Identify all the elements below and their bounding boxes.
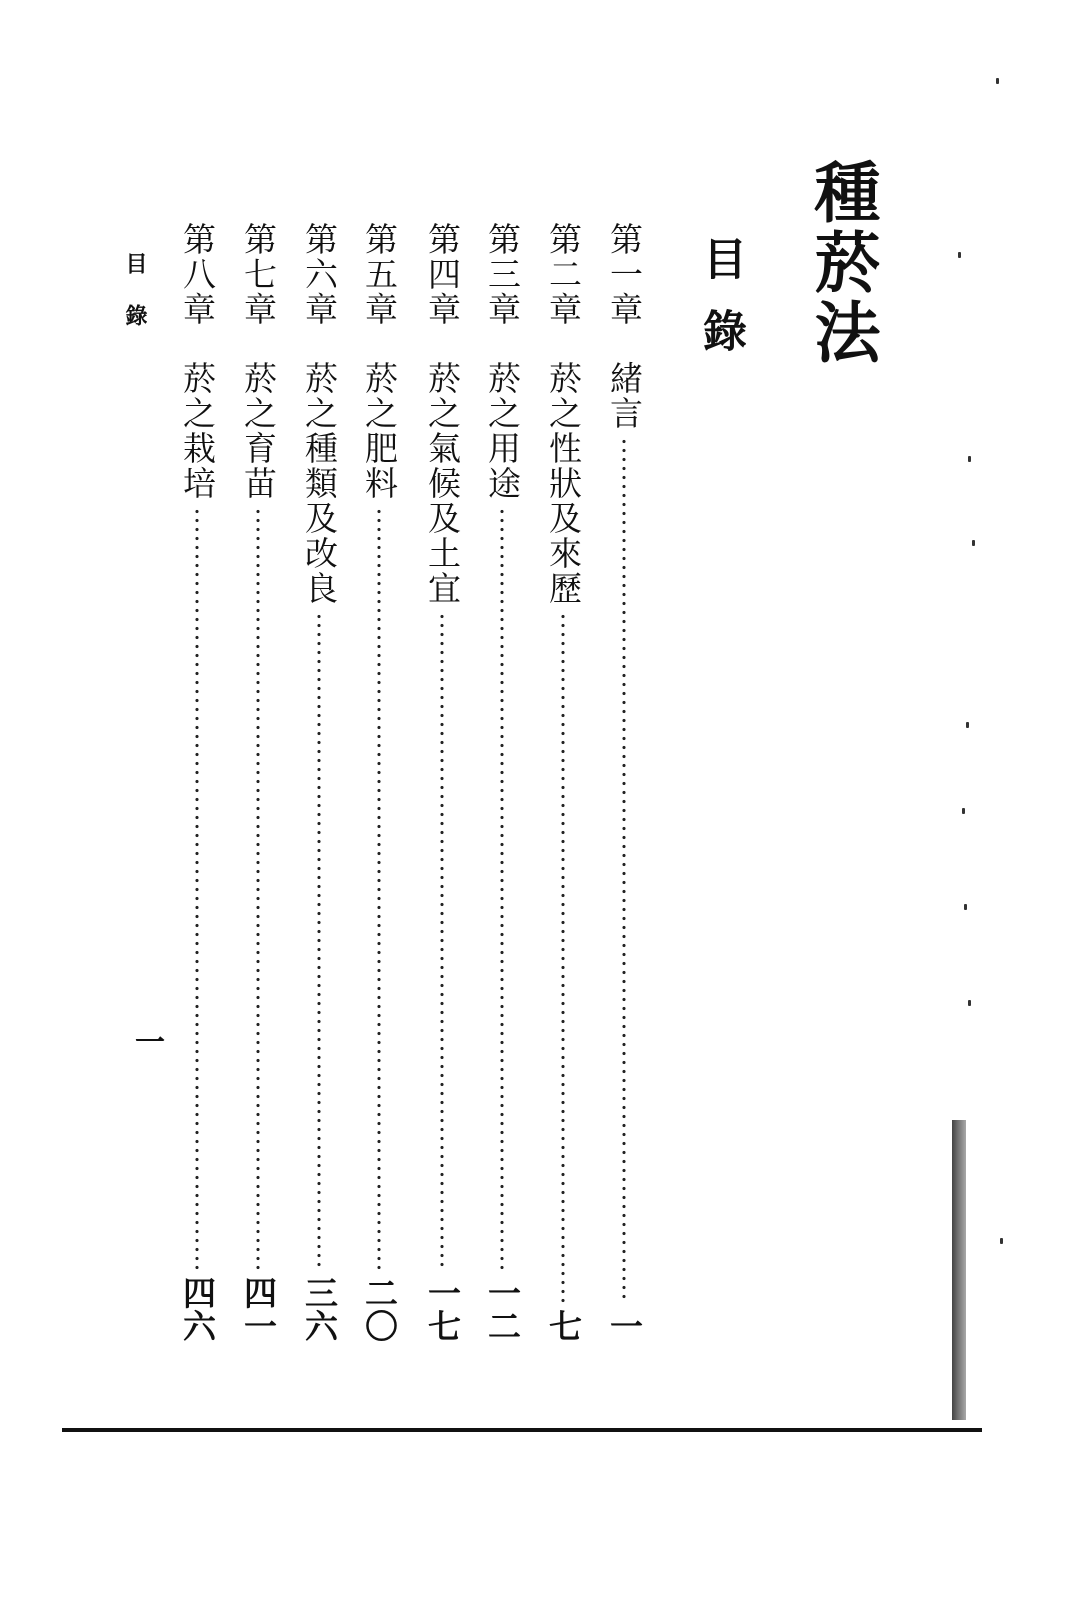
page-ref: 四一 bbox=[239, 1276, 278, 1342]
chapter-title: 菸之肥料 bbox=[360, 361, 399, 501]
bottom-rule bbox=[62, 1428, 982, 1432]
chapter-number: 第一章 bbox=[605, 222, 644, 327]
toc-entry bbox=[602, 222, 646, 1342]
chapter-title: 菸之種類及改良 bbox=[300, 361, 339, 606]
toc-entry bbox=[175, 222, 219, 1342]
toc-entry bbox=[357, 222, 401, 1342]
toc-entry bbox=[541, 222, 585, 1342]
chapter-title: 菸之性狀及來歷 bbox=[544, 361, 583, 606]
chapter-number: 第六章 bbox=[300, 222, 339, 327]
chapter-number: 第二章 bbox=[544, 222, 583, 327]
page-ref: 一七 bbox=[423, 1276, 462, 1342]
chapter-title: 菸之用途 bbox=[483, 361, 522, 501]
dot-leader bbox=[377, 507, 381, 1270]
scan-speck bbox=[1000, 1238, 1003, 1244]
page-ref: 四六 bbox=[178, 1276, 217, 1342]
dot-leader bbox=[622, 437, 626, 1303]
running-head: 目錄 bbox=[122, 252, 148, 356]
page-ref: 一 bbox=[605, 1309, 644, 1342]
book-title: 種菸法 bbox=[803, 158, 881, 368]
toc-entry bbox=[480, 222, 524, 1342]
chapter-number: 第五章 bbox=[360, 222, 399, 327]
chapter-title: 菸之氣候及土宜 bbox=[423, 361, 462, 606]
dot-leader bbox=[500, 507, 504, 1270]
page-ref: 二〇 bbox=[360, 1276, 399, 1342]
page-ref: 三六 bbox=[300, 1276, 339, 1342]
page-ref: 七 bbox=[544, 1309, 583, 1342]
toc-entry bbox=[236, 222, 280, 1342]
dot-leader bbox=[317, 612, 321, 1270]
scan-speck bbox=[972, 540, 975, 546]
chapter-title: 菸之栽培 bbox=[178, 361, 217, 501]
scan-speck bbox=[958, 252, 961, 258]
dot-leader bbox=[195, 507, 199, 1270]
dot-leader bbox=[256, 507, 260, 1270]
scan-speck bbox=[996, 78, 999, 84]
scan-speck bbox=[968, 1000, 971, 1006]
scan-speck bbox=[964, 904, 967, 910]
scan-speck bbox=[966, 722, 969, 728]
chapter-title: 緒言 bbox=[605, 361, 644, 431]
toc-entry bbox=[420, 222, 464, 1342]
chapter-number: 第七章 bbox=[239, 222, 278, 327]
dot-leader bbox=[440, 612, 444, 1270]
page-ref: 一二 bbox=[483, 1276, 522, 1342]
toc-entry bbox=[297, 222, 341, 1342]
binding-shadow bbox=[952, 1120, 966, 1420]
chapter-number: 第八章 bbox=[178, 222, 217, 327]
chapter-number: 第四章 bbox=[423, 222, 462, 327]
page-number: 一 bbox=[129, 1026, 164, 1056]
chapter-title: 菸之育苗 bbox=[239, 361, 278, 501]
scan-speck bbox=[962, 808, 965, 814]
chapter-number: 第三章 bbox=[483, 222, 522, 327]
toc-heading: 目錄 bbox=[695, 236, 746, 380]
scan-speck bbox=[968, 456, 971, 462]
dot-leader bbox=[561, 612, 565, 1303]
